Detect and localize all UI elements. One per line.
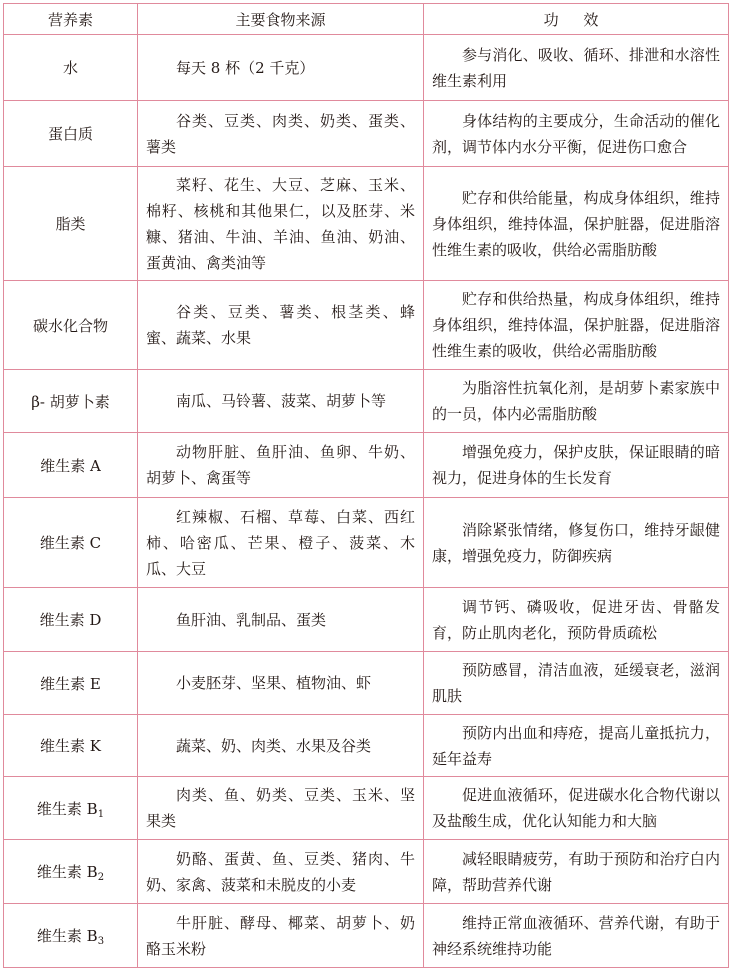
food-source: 菜籽、花生、大豆、芝麻、玉米、棉籽、核桃和其他果仁，以及胚芽、米糠、猪油、牛油、羊油、鱼油、奶油、蛋黄油、禽类油等 — [138, 167, 424, 281]
nutrient-name: 维生素 D — [4, 588, 138, 652]
table-row — [4, 588, 729, 652]
nutrient-effect: 预防内出血和痔疮，提高儿童抵抗力，延年益寿 — [424, 715, 729, 777]
table-row — [4, 715, 729, 777]
nutrient-name — [4, 840, 138, 904]
nutrient-subscript: 1 — [97, 808, 105, 820]
nutrient-name — [4, 777, 138, 840]
food-source: 动物肝脏、鱼肝油、鱼卵、牛奶、胡萝卜、禽蛋等 — [138, 433, 424, 498]
food-source: 南瓜、马铃薯、菠菜、胡萝卜等 — [138, 370, 424, 433]
table-row — [4, 167, 729, 281]
nutrient-effect: 增强免疫力，保护皮肤，保证眼睛的暗视力，促进身体的生长发育 — [424, 433, 729, 498]
food-source: 蔬菜、奶、肉类、水果及谷类 — [138, 715, 424, 777]
nutrient-table — [3, 3, 729, 968]
nutrient-effect: 消除紧张情绪，修复伤口，维持牙龈健康，增强免疫力，防御疾病 — [424, 498, 729, 588]
nutrient-effect: 预防感冒，清洁血液，延缓衰老，滋润肌肤 — [424, 652, 729, 715]
nutrient-name: 维生素 C — [4, 498, 138, 588]
nutrient-name-text: 维生素 B — [36, 863, 98, 881]
nutrient-effect: 减轻眼睛疲劳，有助于预防和治疗白内障，帮助营养代谢 — [424, 840, 729, 904]
table-row — [4, 281, 729, 370]
table-row — [4, 840, 729, 904]
food-source: 红辣椒、石榴、草莓、白菜、西红柿、哈密瓜、芒果、橙子、菠菜、木瓜、大豆 — [138, 498, 424, 588]
nutrient-name: 蛋白质 — [4, 101, 138, 167]
food-source: 谷类、豆类、薯类、根茎类、蜂蜜、蔬菜、水果 — [138, 281, 424, 370]
table-row — [4, 904, 729, 968]
nutrient-name: 维生素 E — [4, 652, 138, 715]
nutrient-effect: 促进血液循环，促进碳水化合物代谢以及盐酸生成，优化认知能力和大脑 — [424, 777, 729, 840]
nutrient-name-text: 维生素 B — [36, 799, 98, 818]
table-row — [4, 777, 729, 840]
food-source: 肉类、鱼、奶类、豆类、玉米、坚果类 — [138, 777, 424, 840]
nutrient-name-text: 维生素 B — [36, 927, 98, 945]
food-source: 小麦胚芽、坚果、植物油、虾 — [138, 652, 424, 715]
nutrient-name: 水 — [4, 35, 138, 101]
food-source: 奶酪、蛋黄、鱼、豆类、猪肉、牛奶、家禽、菠菜和未脱皮的小麦 — [138, 840, 424, 904]
nutrient-effect: 贮存和供给能量，构成身体组织，维持身体组织，维持体温，保护脏器，促进脂溶性维生素的吸收，供给必需脂肪酸 — [424, 167, 729, 281]
food-source: 谷类、豆类、肉类、奶类、蛋类、薯类 — [138, 101, 424, 167]
nutrient-subscript: 2 — [97, 872, 105, 883]
nutrient-name: β- 胡萝卜素 — [4, 370, 138, 433]
nutrient-effect: 调节钙、磷吸收，促进牙齿、骨骼发育，防止肌肉老化，预防骨质疏松 — [424, 588, 729, 652]
nutrient-effect: 贮存和供给热量，构成身体组织，维持身体组织，维持体温，保护脏器，促进脂溶性维生素的吸收，供给必需脂肪酸 — [424, 281, 729, 370]
table-row — [4, 498, 729, 588]
table-row — [4, 433, 729, 498]
table-row — [4, 370, 729, 433]
food-source: 鱼肝油、乳制品、蛋类 — [138, 588, 424, 652]
food-source: 牛肝脏、酵母、椰菜、胡萝卜、奶酪玉米粉 — [138, 904, 424, 968]
food-source: 每天 8 杯（2 千克） — [138, 35, 424, 101]
nutrient-name: 维生素 A — [4, 433, 138, 498]
nutrient-effect: 参与消化、吸收、循环、排泄和水溶性维生素利用 — [424, 35, 729, 101]
table-row — [4, 652, 729, 715]
header-source: 主要食物来源 — [138, 4, 424, 35]
nutrient-name: 碳水化合物 — [4, 281, 138, 370]
header-nutrient: 营养素 — [4, 4, 138, 35]
nutrient-name: 维生素 K — [4, 715, 138, 777]
nutrient-effect: 为脂溶性抗氧化剂，是胡萝卜素家族中的一员，体内必需脂肪酸 — [424, 370, 729, 433]
nutrient-effect: 维持正常血液循环、营养代谢，有助于神经系统维持功能 — [424, 904, 729, 968]
nutrient-name — [4, 904, 138, 968]
header-effect: 功 效 — [424, 4, 729, 35]
nutrient-subscript: 3 — [97, 936, 105, 947]
table-row — [4, 35, 729, 101]
table-row — [4, 101, 729, 167]
nutrient-name: 脂类 — [4, 167, 138, 281]
table-header-row — [4, 4, 729, 35]
nutrient-effect: 身体结构的主要成分，生命活动的催化剂，调节体内水分平衡，促进伤口愈合 — [424, 101, 729, 167]
